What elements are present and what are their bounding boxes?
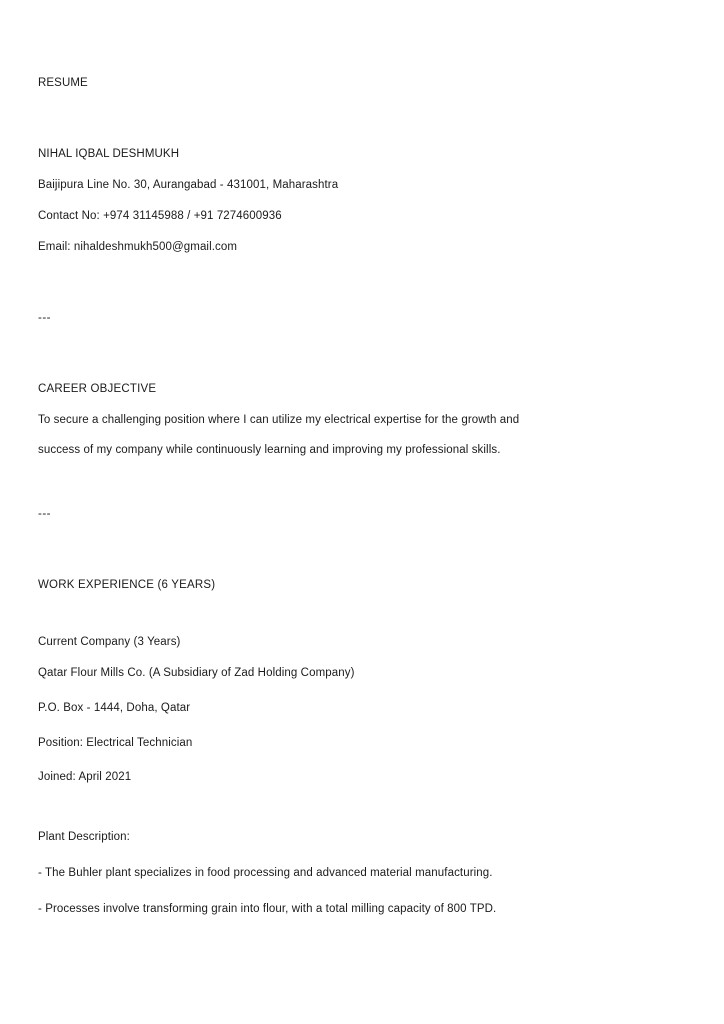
plant-description-heading: Plant Description:: [38, 831, 130, 843]
divider-row-1: [38, 313, 664, 344]
plant-description-bullet-1: - The Buhler plant specializes in food processing and advanced material manufacturing.: [38, 867, 493, 879]
joined-date-row: [38, 772, 664, 806]
career-objective-heading-row: [38, 384, 664, 415]
spacer-before-divider-1: [38, 273, 664, 313]
work-experience-heading: WORK EXPERIENCE (6 YEARS): [38, 579, 216, 591]
spacer-after-work-heading: [38, 611, 664, 637]
current-position: Position: Electrical Technician: [38, 737, 193, 749]
current-company-label-row: [38, 637, 664, 668]
section-divider-2: ---: [38, 508, 51, 520]
current-company-pobox-row: [38, 703, 664, 738]
section-divider: ---: [38, 312, 51, 324]
joined-date: Joined: April 2021: [38, 771, 132, 783]
career-objective-line1-row: [38, 415, 664, 445]
career-objective-line2-row: [38, 445, 664, 483]
candidate-address: Baijipura Line No. 30, Aurangabad - 431001, Maharashtra: [38, 179, 339, 191]
candidate-contact-row: [38, 211, 664, 242]
candidate-email-row: [38, 242, 664, 273]
document-title: RESUME: [38, 77, 88, 89]
current-position-row: [38, 738, 664, 772]
candidate-email: Email: nihaldeshmukh500@gmail.com: [38, 241, 238, 253]
candidate-name-row: [38, 149, 664, 180]
resume-body: [38, 72, 664, 940]
plant-description-bullet-row-2: [38, 904, 664, 940]
career-objective-line-1: To secure a challenging position where I can utilize my electrical expertise for the growth and: [38, 414, 520, 426]
work-experience-heading-row: [38, 580, 664, 611]
divider-row-2: [38, 509, 664, 540]
spacer-before-divider-2: [38, 483, 664, 509]
plant-description-bullet-2: - Processes involve transforming grain into flour, with a total milling capacity of 800 TPD.: [38, 903, 497, 915]
plant-description-bullet-row-1: [38, 868, 664, 904]
spacer-after-divider-1: [38, 344, 664, 384]
candidate-name: NIHAL IQBAL DESHMUKH: [38, 148, 180, 160]
plant-description-heading-row: [38, 832, 664, 868]
current-company-name-row: [38, 668, 664, 703]
candidate-contact: Contact No: +974 31145988 / +91 7274600936: [38, 210, 282, 222]
spacer-after-title: [38, 109, 664, 149]
current-company-label: Current Company (3 Years): [38, 636, 181, 648]
spacer-before-plant-description: [38, 806, 664, 832]
current-company-po-box: P.O. Box - 1444, Doha, Qatar: [38, 702, 191, 714]
current-company-name: Qatar Flour Mills Co. (A Subsidiary of Zad Holding Company): [38, 667, 355, 679]
document-title-row: [38, 72, 664, 109]
candidate-address-row: [38, 180, 664, 211]
career-objective-line-2: success of my company while continuously learning and improving my professional skills.: [38, 444, 501, 456]
career-objective-heading: CAREER OBJECTIVE: [38, 383, 157, 395]
spacer-after-divider-2: [38, 540, 664, 580]
